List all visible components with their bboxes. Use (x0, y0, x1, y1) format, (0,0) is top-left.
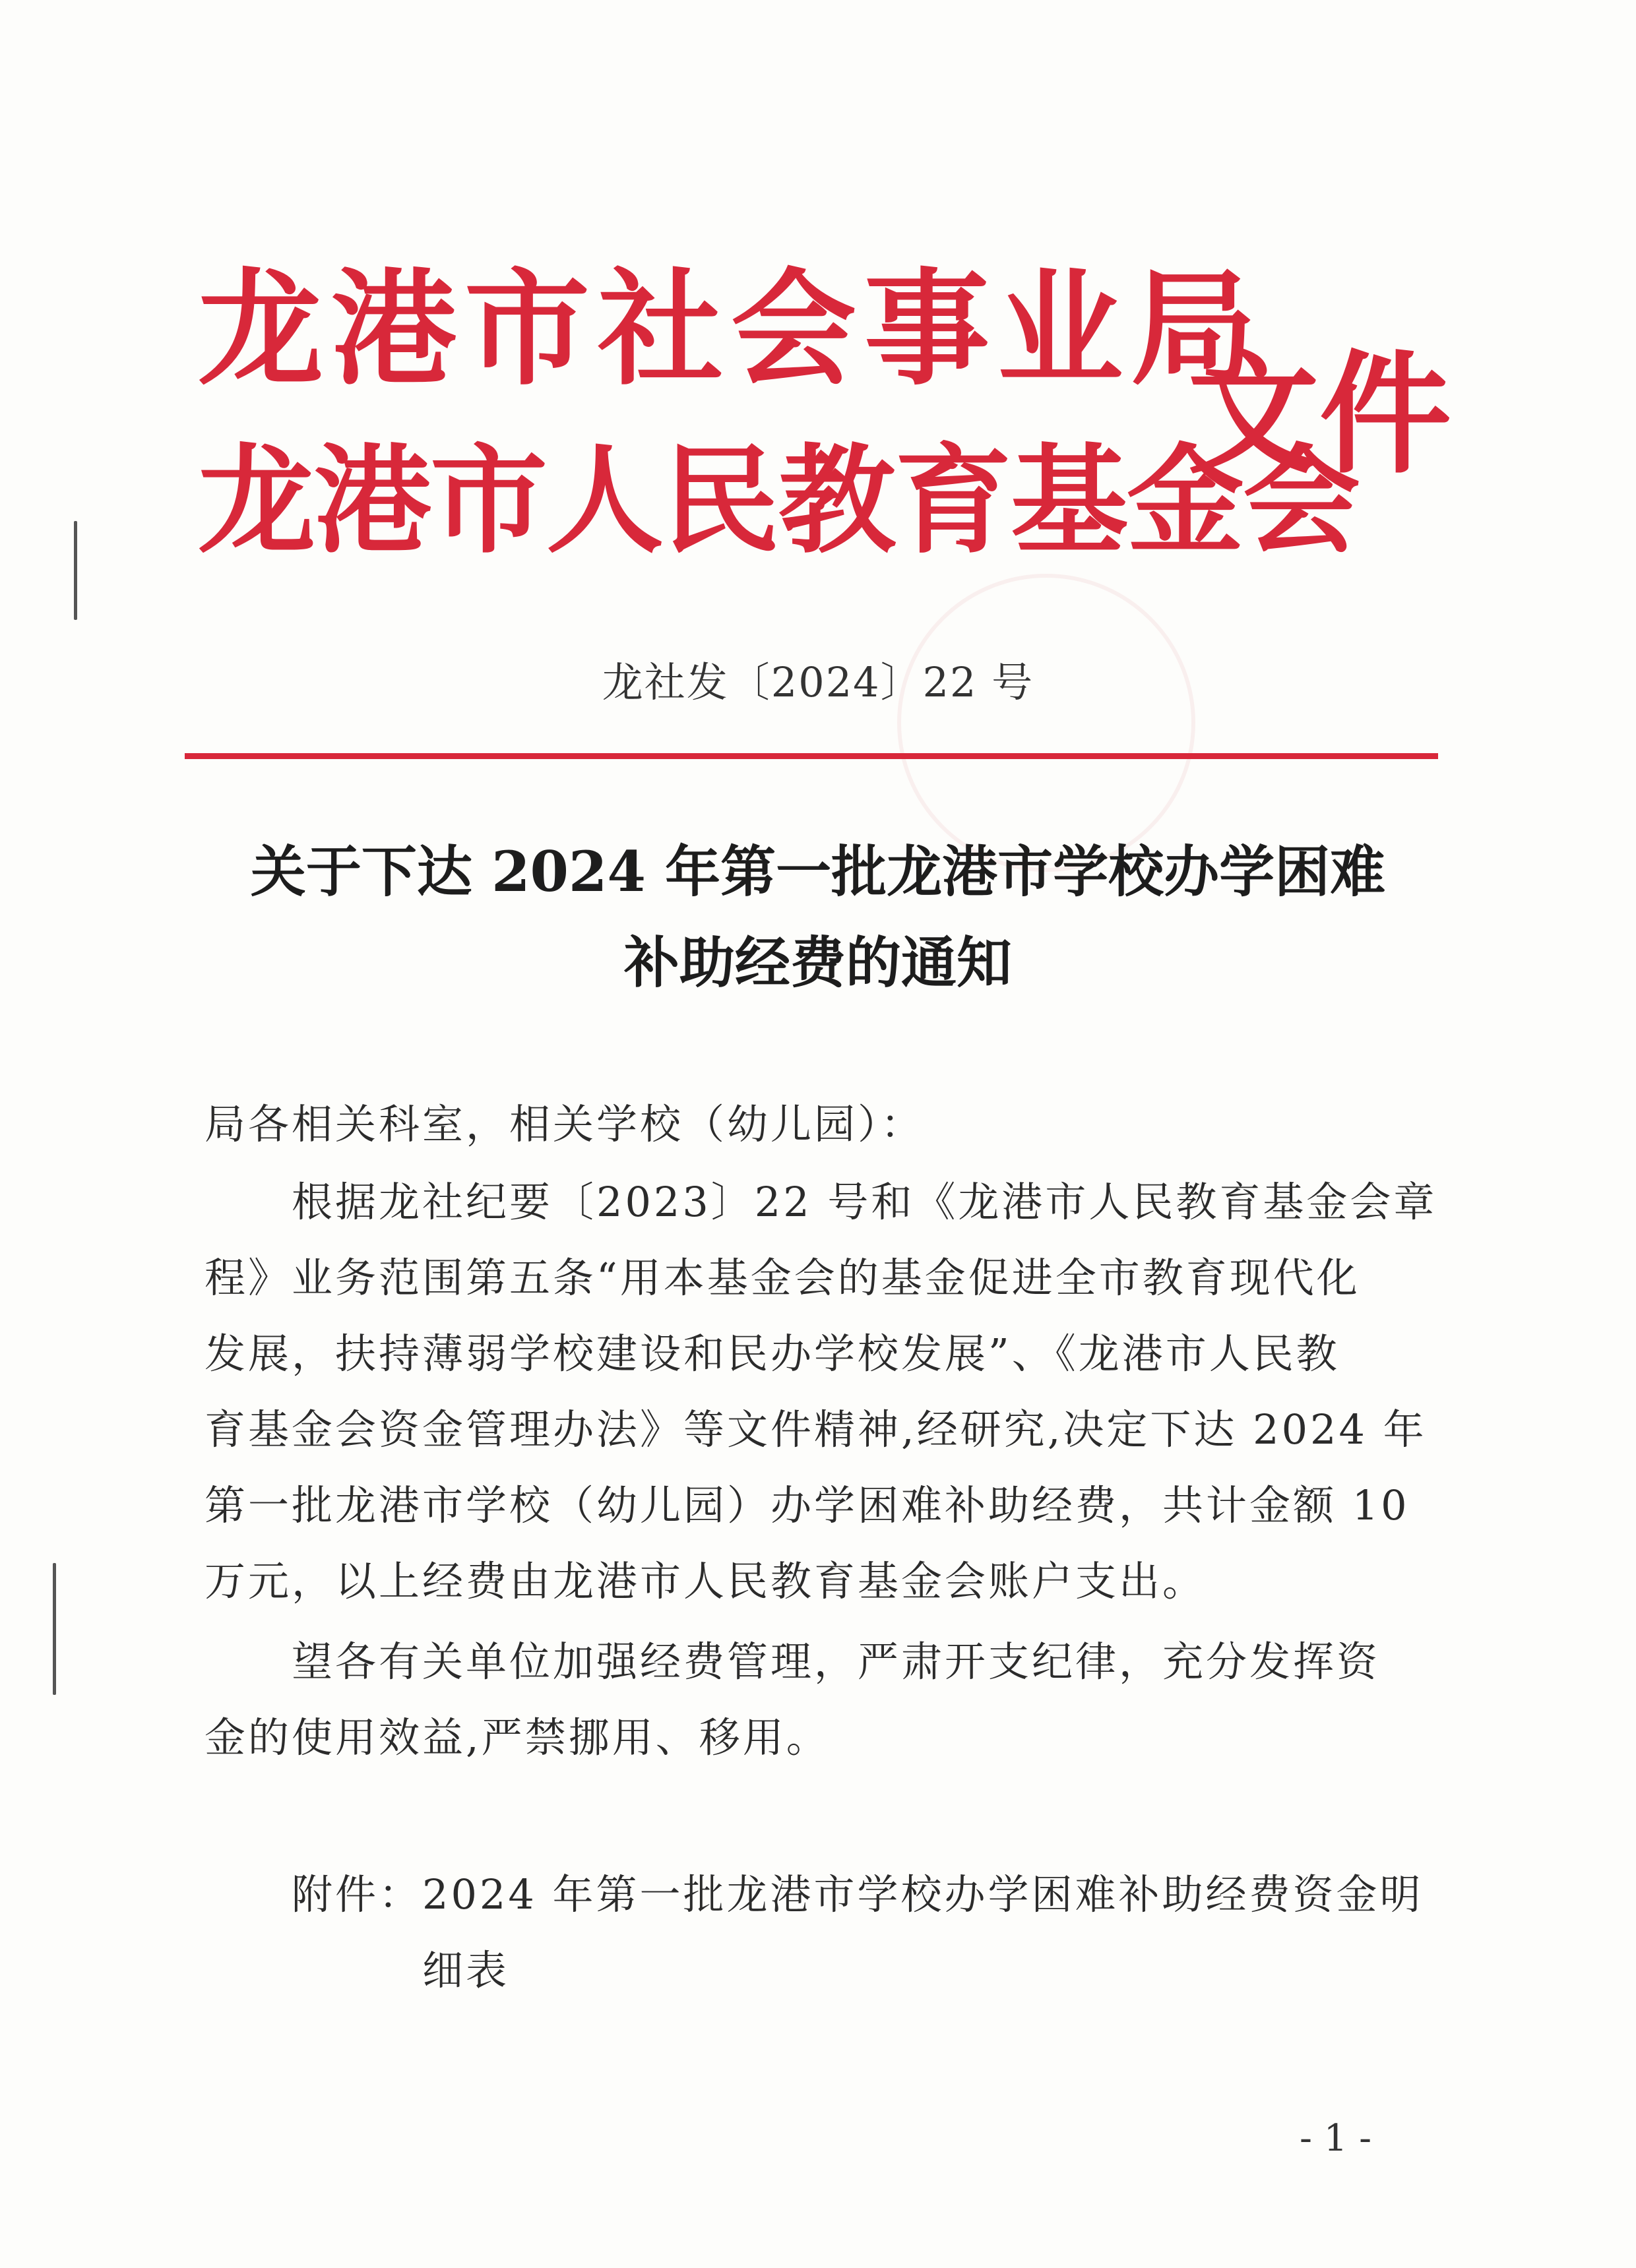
body-line: 程》业务范围第五条“用本基金会的基金促进全市教育现代化 (204, 1254, 1360, 1302)
faint-seal-stamp (897, 574, 1195, 872)
notice-title-line-1: 关于下达 2024 年第一批龙港市学校办学困难 (250, 839, 1386, 904)
issuing-org-2: 龙港市人民教育基金会 (198, 433, 1359, 569)
body-line: 万元，以上经费由龙港市人民教育基金会账户支出。 (204, 1557, 1207, 1605)
issuing-org-1: 龙港市社会事业局 (198, 257, 1265, 402)
document-suffix: 文件 (1187, 338, 1452, 492)
page-number: - 1 - (1300, 2117, 1372, 2160)
body-line: 根据龙社纪要〔2023〕22 号和《龙港市人民教育基金会章 (204, 1178, 1437, 1226)
binding-mark-top (74, 521, 77, 620)
body-line: 育基金会资金管理办法》等文件精神,经研究,决定下达 2024 年 (204, 1405, 1427, 1454)
notice-title-line-2: 补助经费的通知 (623, 930, 1012, 995)
attachment-line: 附件：2024 年第一批龙港市学校办学困难补助经费资金明 (204, 1870, 1424, 1918)
red-divider-line (185, 753, 1438, 759)
document-number: 龙社发〔2024〕22 号 (602, 658, 1034, 706)
body-line: 发展，扶持薄弱学校建设和民办学校发展”、《龙港市人民教 (204, 1330, 1340, 1378)
salutation: 局各相关科室，相关学校（幼儿园）： (204, 1100, 925, 1148)
body-line: 第一批龙港市学校（幼儿园）办学困难补助经费，共计金额 10 (204, 1481, 1410, 1529)
body-line: 望各有关单位加强经费管理，严肃开支纪律，充分发挥资 (204, 1638, 1381, 1686)
body-line: 金的使用效益,严禁挪用、移用。 (204, 1713, 830, 1762)
binding-mark-bottom (53, 1563, 56, 1695)
attachment-line: 细表 (204, 1946, 510, 1994)
